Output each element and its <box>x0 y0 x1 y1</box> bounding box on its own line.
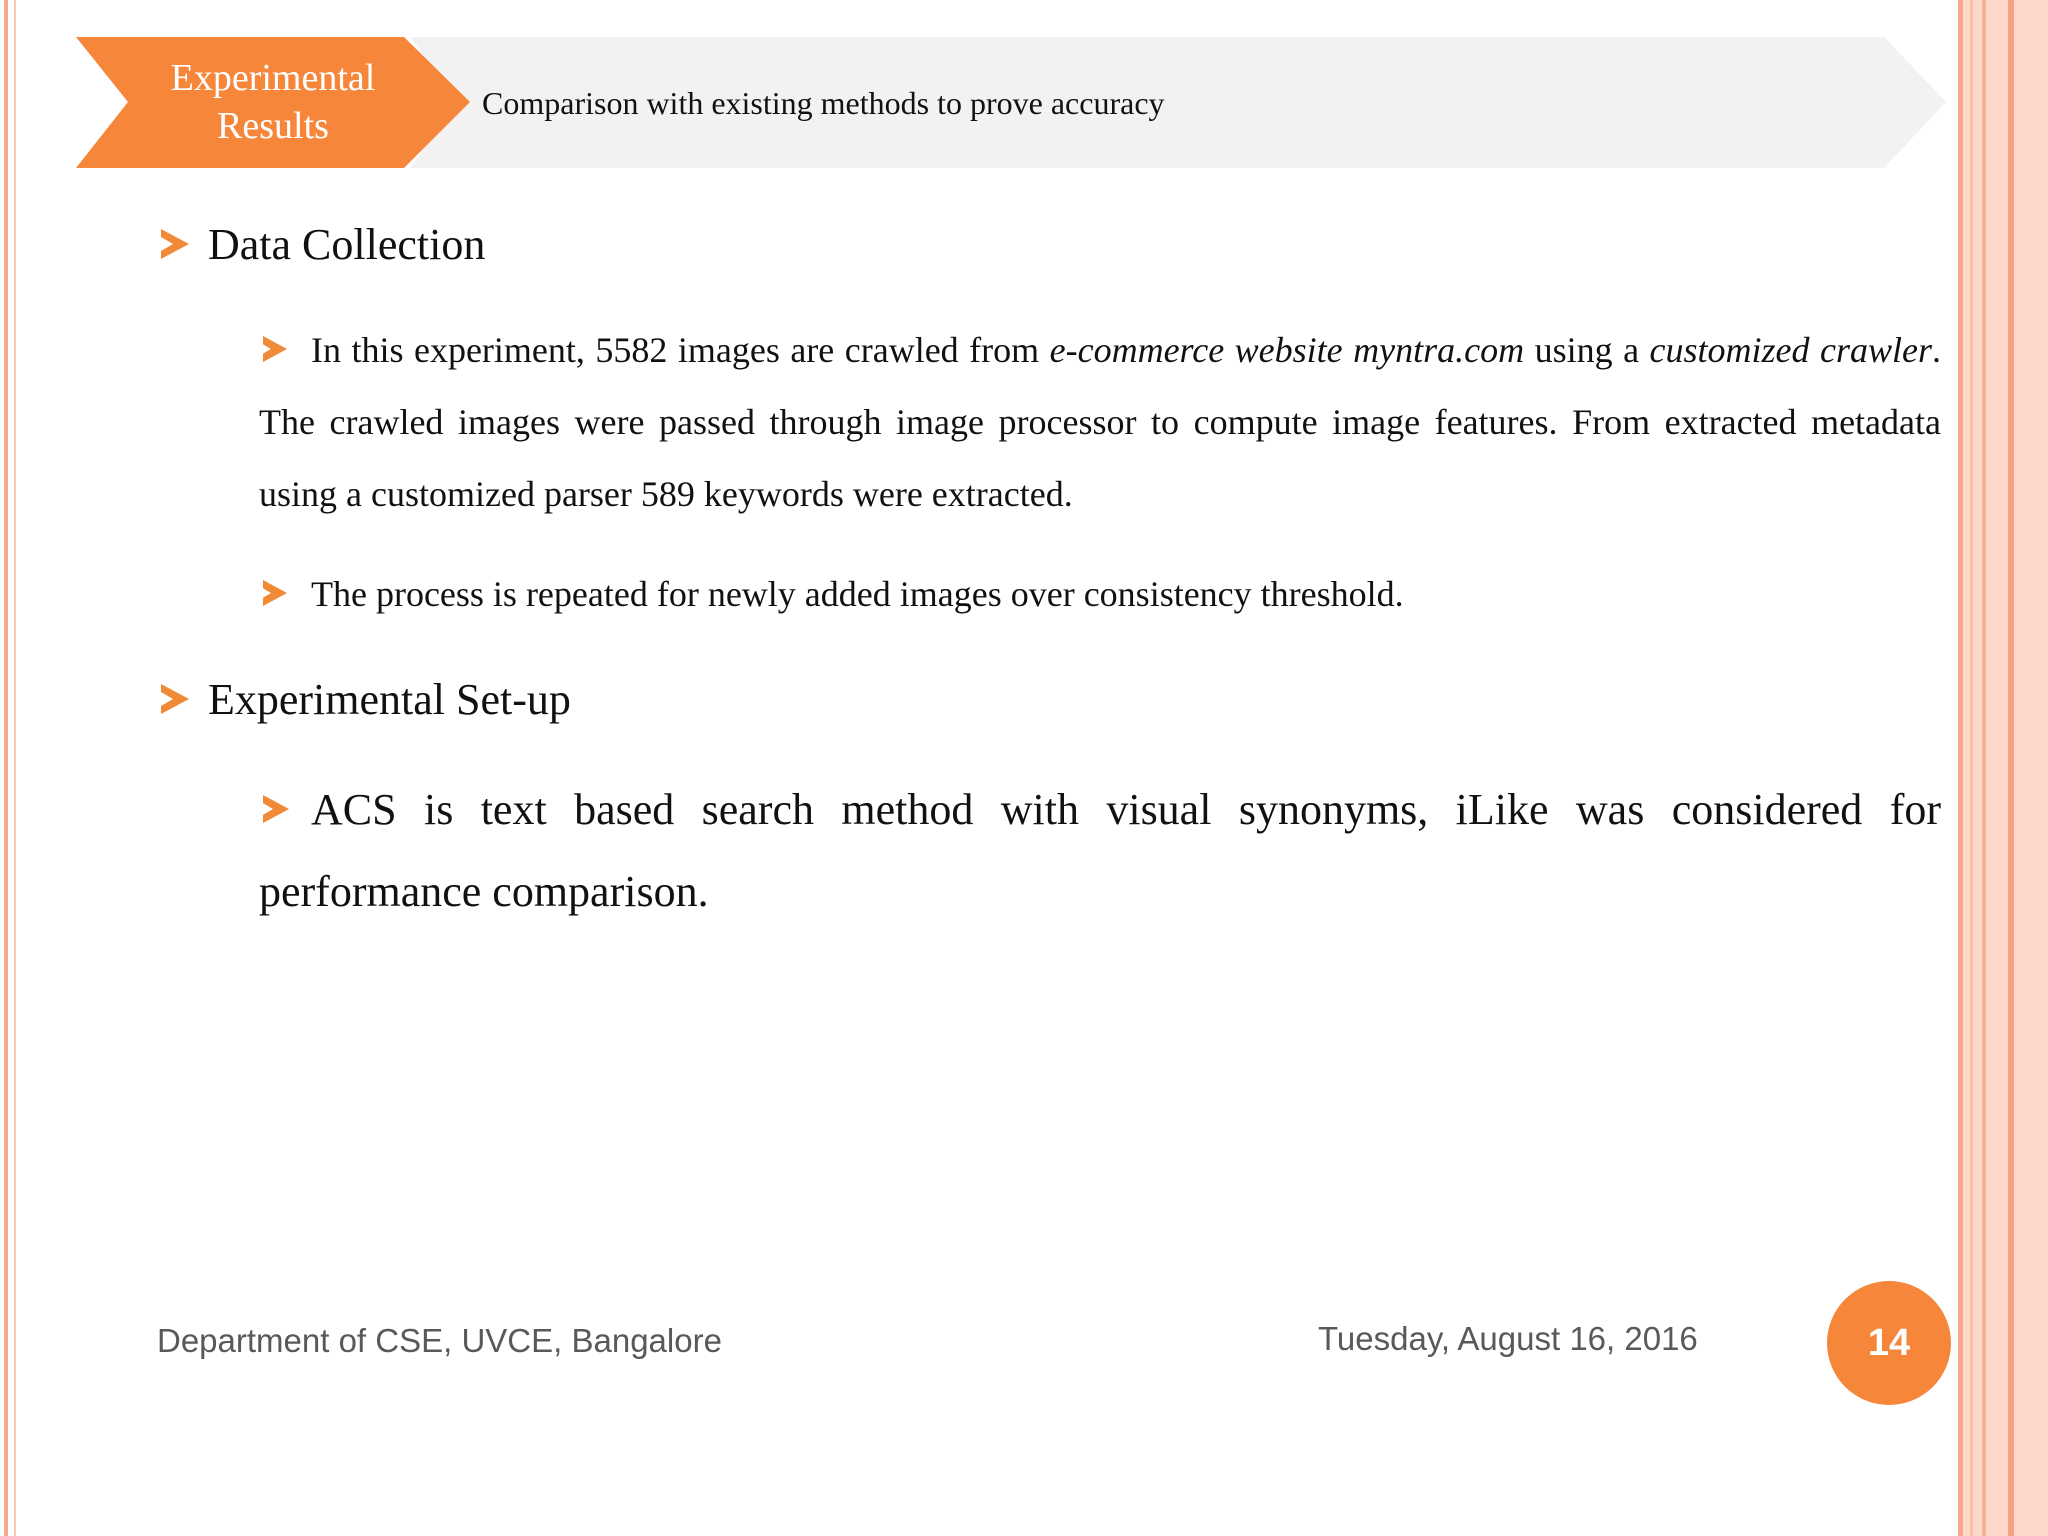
left-border-line <box>4 0 8 1536</box>
section-title: Experimental Results <box>170 57 376 147</box>
footer-date: Tuesday, August 16, 2016 <box>1318 1320 1698 1357</box>
emphasis-text: e-commerce website myntra.com <box>1049 330 1525 370</box>
topic-title: Comparison with existing methods to prove accuracy <box>482 85 1165 121</box>
bullet-heading-experimental-setup: Experimental Set-up <box>208 675 571 724</box>
sub-bullet-crawl-description <box>259 314 1941 530</box>
footer-department: Department of CSE, UVCE, Bangalore <box>157 1322 722 1359</box>
right-border-line <box>1982 0 1986 1536</box>
body-text: . The crawled images were passed through image processor to compute image features. From extracted metadata using a customized parser 589 keywords were extracted. <box>259 330 1941 514</box>
body-text: In this experiment, 5582 images are crawled from <box>311 330 1050 370</box>
body-text: The process is repeated for newly added images over consistency threshold. <box>311 574 1404 614</box>
body-text: using a <box>1524 330 1650 370</box>
sub-bullet-acs-description <box>259 769 1941 933</box>
right-border-line <box>1958 0 1963 1536</box>
right-border-band <box>1960 0 2048 1536</box>
body-text: ACS is text based search method with visual synonyms, iLike was considered for performance comparison. <box>259 785 1941 916</box>
right-border-line <box>2008 0 2014 1536</box>
left-border-line-thin <box>14 0 16 1536</box>
bullet-arrow-icon <box>161 229 189 259</box>
bullet-heading-data-collection: Data Collection <box>208 220 486 269</box>
sub-bullet-process-repeat <box>259 558 1941 630</box>
page-number-badge: 14 <box>1827 1281 1951 1405</box>
bullet-arrow-icon <box>161 684 189 714</box>
right-border-line <box>1970 0 1973 1536</box>
emphasis-text: customized crawler <box>1649 330 1932 370</box>
